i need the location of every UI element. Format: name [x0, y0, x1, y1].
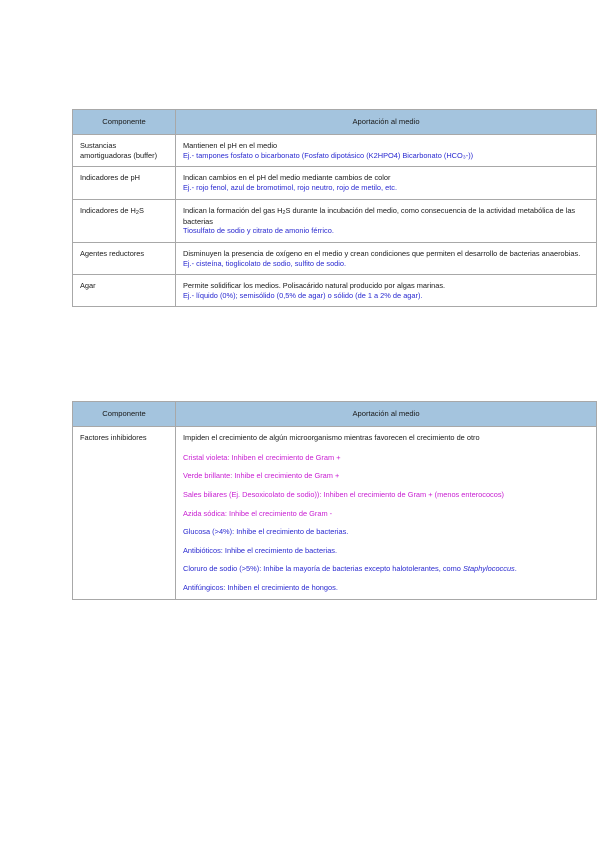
- table-row: [73, 199, 597, 242]
- inhibitor-item-antibioticos: Antibióticos: Inhibe el crecimiento de bacterias.: [183, 545, 338, 555]
- row-name: [73, 199, 176, 242]
- table-row: [73, 275, 597, 307]
- row-description: Mantienen el pH en el medio: [183, 141, 278, 150]
- row-example: Ej.- líquido (0%); semisólido (0,5% de agar) o sólido (de 1 a 2% de agar).: [183, 290, 423, 300]
- inhibitor-item-azida-sodica: Azida sódica: Inhibe el crecimiento de Gram -: [183, 508, 333, 518]
- row-description-cell: [176, 275, 597, 307]
- inhibitor-item-verde-brillante: Verde brillante: Inhibe el crecimiento de Gram +: [183, 471, 340, 481]
- row-description: Disminuyen la presencia de oxígeno en el medio y crean condiciones que permiten el desarrollo de bacterias anaerobias.: [183, 248, 581, 258]
- row-description-cell: [176, 427, 597, 600]
- inhibitors-intro: Impiden el crecimiento de algún microorganismo mientras favorecen el crecimiento de otro: [183, 433, 480, 442]
- row-name: Agentes reductores: [73, 242, 176, 274]
- row-name-sub: 2: [135, 209, 139, 216]
- row-name: Factores inhibidores: [73, 427, 176, 600]
- row-description-cell: [176, 167, 597, 199]
- row-description-cell: [176, 242, 597, 274]
- table-culture-components: [72, 109, 597, 307]
- table-row: [73, 242, 597, 274]
- row-description: Indican cambios en el pH del medio mediante cambios de color: [183, 173, 391, 183]
- row-name-pre: Indicadores de H: [80, 205, 136, 215]
- row-description: [183, 206, 590, 227]
- row-desc-sub: 2: [282, 209, 286, 216]
- inhibitor-item-antifungicos: Antifúngicos: Inhiben el crecimiento de hongos.: [183, 583, 338, 592]
- table-row: [73, 135, 597, 167]
- inhibitor-item-cloruro-italic: Staphylococcus: [462, 564, 515, 574]
- table-row: [73, 167, 597, 199]
- inhibitor-item-sales-biliares: Sales biliares (Ej. Desoxicolato de sodio)): Inhiben el crecimiento de Gram + (menos enterococos): [183, 489, 505, 499]
- header-componente: Componente: [73, 402, 176, 427]
- inhibitor-item-cristal-violeta: Cristal violeta: Inhiben el crecimiento de Gram +: [183, 452, 341, 462]
- header-aportacion: Aportación al medio: [176, 402, 597, 427]
- row-example: Ej.- rojo fenol, azul de bromotimol, rojo neutro, rojo de metilo, etc.: [183, 182, 398, 192]
- row-description: Permite solidificar los medios. Polisacárido natural producido por algas marinas.: [183, 281, 446, 291]
- table-header-row: [73, 402, 597, 427]
- row-description-cell: [176, 135, 597, 167]
- row-example: Tiosulfato de sodio y citrato de amonio férrico.: [183, 226, 334, 236]
- row-name: Agar: [73, 275, 176, 307]
- row-description-cell: [176, 199, 597, 242]
- inhibitor-item-glucosa: Glucosa (>4%): Inhibe el crecimiento de bacterias.: [183, 527, 349, 537]
- inhibitor-item-cloruro-sodio: Cloruro de sodio (>5%): Inhibe la mayoría de bacterias excepto halotolerantes, como Staphylococcus.: [183, 564, 517, 574]
- row-name: Sustancias amortiguadoras (buffer): [73, 135, 176, 167]
- row-name-post: S: [138, 205, 144, 215]
- header-aportacion: Aportación al medio: [176, 110, 597, 135]
- row-name: Indicadores de pH: [73, 167, 176, 199]
- row-example: Ej.- cisteína, tioglicolato de sodio, sulfito de sodio.: [183, 258, 347, 268]
- row-desc-post: S durante la incubación del medio, como consecuencia de la actividad metabólica de las bacterias: [183, 205, 576, 226]
- header-componente: Componente: [73, 110, 176, 135]
- table-header-row: [73, 110, 597, 135]
- table-inhibitory-factors: [72, 401, 597, 600]
- inhibitor-item-cloruro-text: Cloruro de sodio (>5%): Inhibe la mayoría de bacterias excepto halotolerantes, como: [183, 564, 461, 574]
- row-example: Ej.- tampones fosfato o bicarbonato (Fosfato dipotásico (K2HPO4) Bicarbonato (HCO₃-)): [183, 150, 474, 160]
- row-desc-pre: Indican la formación del gas H: [183, 205, 283, 215]
- table-row: [73, 427, 597, 600]
